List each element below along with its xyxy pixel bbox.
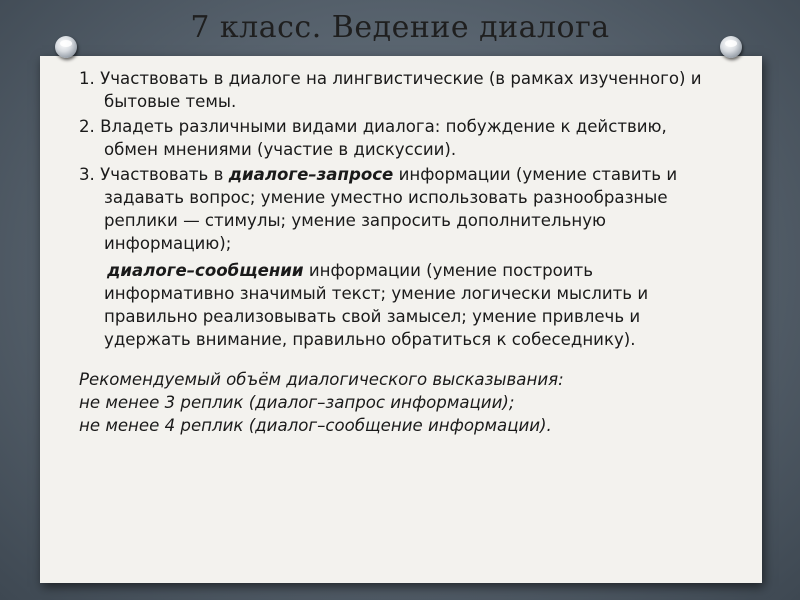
recommendation-heading: Рекомендуемый объём диалогического высказывания: [79,370,564,389]
list-subitem-suffix: информации (умение построить информативно значимый текст; умение логически мыслить и правильно реализовывать свой замысел; умение привлечь и удержать внимание, правильно обратиться к собеседнику). [104,261,649,349]
list-item-1: 1. Участвовать в диалоге на лингвистические (в рамках изученного) и бытовые темы. [79,69,702,111]
list-item-3-prefix: 3. Участвовать в [79,165,229,184]
slide-title: 7 класс. Ведение диалога [190,10,610,45]
list-subitem-emphasis: диалоге–сообщении [107,261,304,280]
list-item-3-emphasis: диалоге–запросе [228,165,394,184]
list-item-3 [79,163,704,255]
list-item-2: 2. Владеть различными видами диалога: побуждение к действию, обмен мнениями (участие в дискуссии). [79,117,667,159]
recommendation-block [79,368,704,437]
recommendation-line-2: не менее 4 реплик (диалог–сообщение информации). [79,416,552,435]
slide-content [79,67,704,437]
list-item-3-suffix: информации (умение ставить и задавать вопрос; умение уместно использовать разнообразные реплики — стимулы; умение запросить дополнительную информацию); [104,165,678,253]
recommendation-line-1: не менее 3 реплик (диалог–запрос информации); [79,393,515,412]
list-subitem [79,259,704,351]
